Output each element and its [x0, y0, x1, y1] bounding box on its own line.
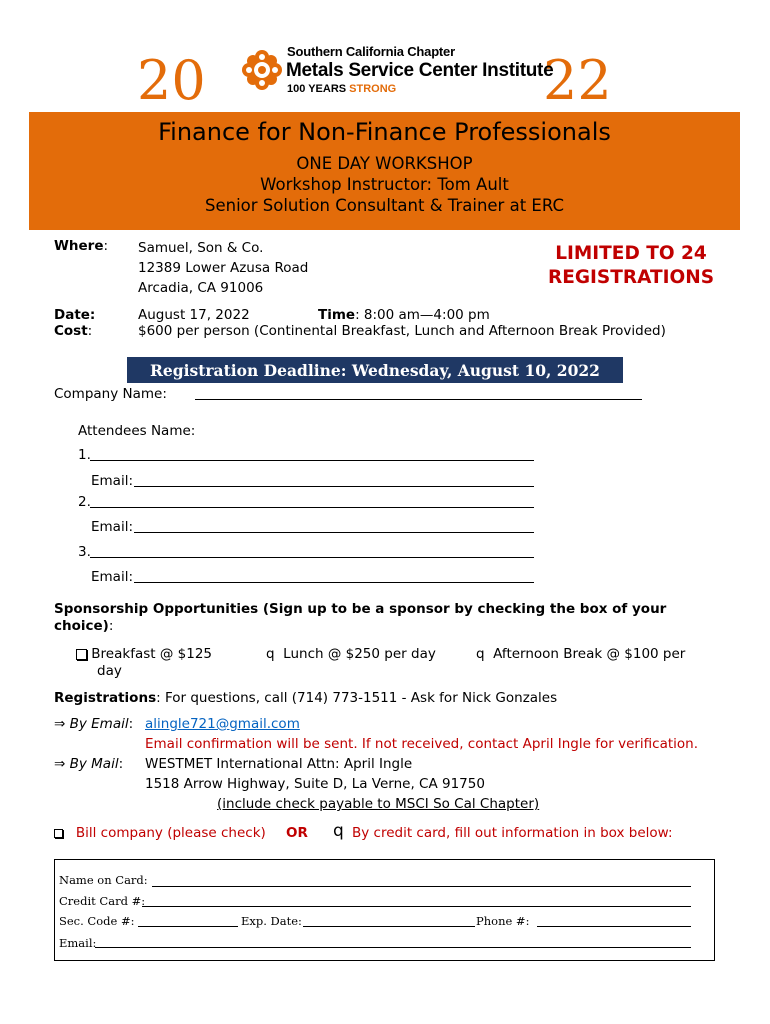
arrow-right-icon: ⇒ [54, 756, 66, 772]
arrow-right-icon: ⇒ [54, 716, 66, 732]
card-email-label: Email: [59, 936, 97, 950]
workshop-title: Finance for Non-Finance Professionals [158, 118, 611, 146]
bill-company-checkbox-icon[interactable] [54, 829, 63, 838]
attendee-1-name-field[interactable] [90, 460, 534, 461]
workshop-subtitle: ONE DAY WORKSHOP [296, 154, 473, 173]
attendee-2-number: 2. [78, 494, 91, 510]
cost-value: $600 per person (Continental Breakfast, Lunch and Afternoon Break Provided) [138, 323, 666, 339]
card-email-field[interactable] [95, 947, 691, 948]
workshop-instructor: Workshop Instructor: Tom Ault [260, 175, 509, 194]
registrations-info: Registrations: For questions, call (714) 773-1511 - Ask for Nick Gonzales [54, 690, 558, 706]
registration-deadline: Registration Deadline: Wednesday, August 10, 2022 [127, 357, 623, 383]
year-right: 22 [543, 49, 612, 112]
logo-chapter: Southern California Chapter [287, 44, 455, 59]
msci-logo-icon [240, 48, 284, 92]
mail-address-line1: WESTMET International Attn: April Ingle [145, 756, 413, 772]
attendee-2-name-field[interactable] [90, 507, 534, 508]
lunch-checkbox-icon[interactable]: q [266, 646, 275, 662]
sec-code-label: Sec. Code #: [59, 914, 135, 928]
time-info: Time: 8:00 am—4:00 pm [318, 307, 490, 323]
attendee-2-email-field[interactable] [134, 532, 534, 533]
attendee-3-number: 3. [78, 544, 91, 560]
phone-label: Phone #: [476, 914, 530, 928]
exp-date-field[interactable] [303, 926, 475, 927]
logo-tagline: 100 YEARS STRONG [287, 83, 397, 95]
card-number-field[interactable] [142, 906, 691, 907]
instructor-role: Senior Solution Consultant & Trainer at ERC [204, 196, 564, 215]
credit-card-checkbox-icon[interactable]: q [333, 821, 344, 841]
breakfast-checkbox-icon[interactable] [76, 649, 87, 660]
sec-code-field[interactable] [138, 926, 238, 927]
sponsor-lunch-option[interactable]: q Lunch @ $250 per day [266, 646, 436, 662]
year-left: 20 [137, 49, 206, 112]
afternoon-checkbox-icon[interactable]: q [476, 646, 485, 662]
name-on-card-label: Name on Card: [59, 873, 148, 887]
exp-date-label: Exp. Date: [241, 914, 302, 928]
where-label: Where: [54, 238, 109, 254]
or-separator: OR [286, 825, 308, 841]
registration-email-link[interactable]: alingle721@gmail.com [145, 716, 300, 732]
attendee-3-email-field[interactable] [134, 582, 534, 583]
mail-address-line2: 1518 Arrow Highway, Suite D, La Verne, CA 91750 [145, 776, 485, 792]
attendee-1-number: 1. [78, 447, 91, 463]
company-field[interactable] [195, 399, 642, 400]
check-payable-note: (include check payable to MSCI So Cal Chapter) [217, 796, 540, 812]
phone-field[interactable] [537, 926, 691, 927]
attendee-2-email-label: Email: [91, 519, 134, 535]
attendee-1-email-label: Email: [91, 473, 134, 489]
attendee-3-name-field[interactable] [90, 557, 534, 558]
attendee-3-email-label: Email: [91, 569, 134, 585]
name-on-card-field[interactable] [152, 886, 691, 887]
by-mail-label: ⇒ By Mail: [54, 756, 124, 772]
credit-card-option[interactable]: By credit card, fill out information in box below: [352, 825, 673, 841]
email-confirmation-note: Email confirmation will be sent. If not received, contact April Ingle for verification. [145, 736, 699, 752]
date-value: August 17, 2022 [138, 307, 250, 323]
cost-label: Cost: [54, 323, 93, 339]
card-number-label: Credit Card #: [59, 894, 146, 908]
by-email-label: ⇒ By Email: [54, 716, 134, 732]
attendee-1-email-field[interactable] [134, 486, 534, 487]
company-label: Company Name: [54, 386, 167, 402]
date-label: Date: [54, 307, 96, 323]
registration-limit: LIMITED TO 24 REGISTRATIONS [547, 243, 715, 288]
sponsor-breakfast-option[interactable]: Breakfast @ $125 day [76, 646, 212, 680]
attendees-label: Attendees Name: [78, 423, 196, 439]
sponsor-afternoon-option[interactable]: q Afternoon Break @ $100 per [476, 646, 686, 662]
logo-institute: Metals Service Center Institute [286, 60, 554, 81]
sponsorship-heading: Sponsorship Opportunities (Sign up to be a sponsor by checking the box of your choice): [54, 601, 667, 634]
title-banner [29, 112, 740, 230]
venue-address: Samuel, Son & Co. 12389 Lower Azusa Road Arcadia, CA 91006 [138, 240, 309, 296]
credit-card-box [54, 859, 715, 961]
bill-company-option[interactable]: Bill company (please check) [54, 825, 266, 841]
